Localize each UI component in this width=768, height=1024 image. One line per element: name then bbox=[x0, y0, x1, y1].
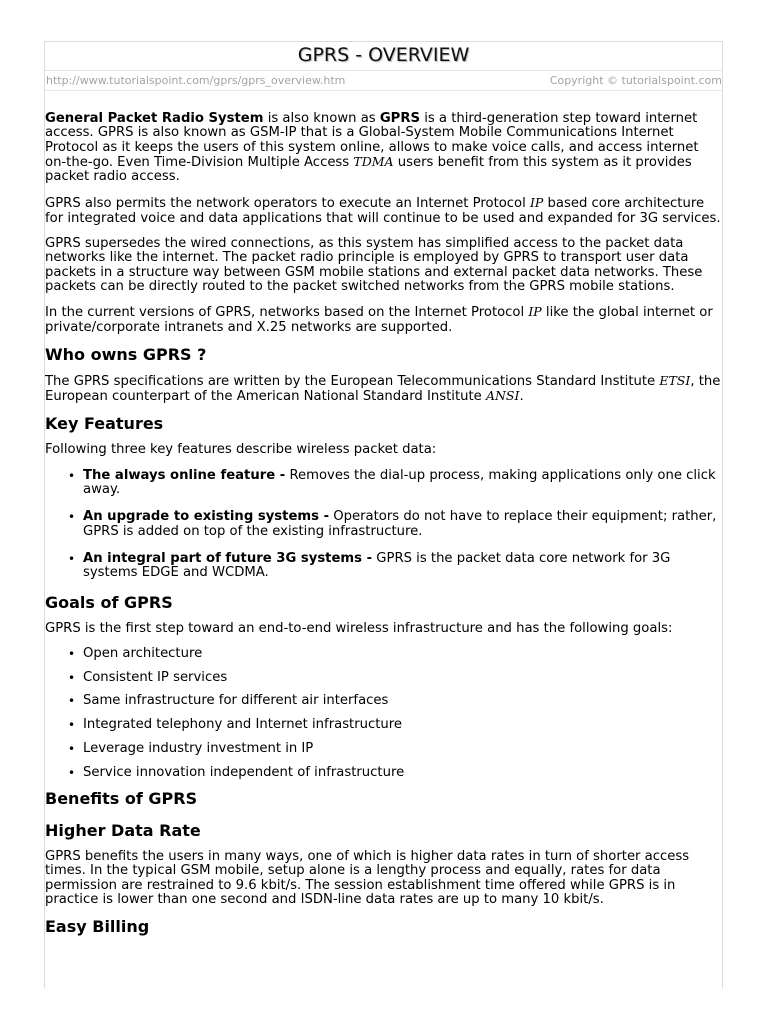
text-run: is a third-generation step toward internet access. GPRS is also known as GSM-IP that is a Global-System Mobile Communications Internet Protocol as it keeps the users of this system online, allows to make voice calls, and access internet on-the-go. Even Time-Division Multiple Access bbox=[45, 111, 699, 170]
feature-title: The always online feature - bbox=[83, 467, 286, 483]
feature-title: An integral part of future 3G systems - bbox=[83, 550, 373, 566]
text-run: , the European counterpart of the American National Standard Institute bbox=[45, 373, 721, 405]
text-run: users benefit from this system as it provides packet radio access. bbox=[45, 154, 692, 185]
text-run: like the global internet or private/corporate intranets and X.25 networks are supported. bbox=[45, 305, 713, 335]
goals-list bbox=[45, 647, 723, 780]
document-page bbox=[44, 41, 723, 988]
intro-paragraph-3: GPRS supersedes the wired connections, as this system has simplified access to the packet data networks like the internet. The packet radio principle is employed by GPRS to transport user data packets in a structure way between GSM mobile stations and external packet data networks. These packets can be directly routed to the packet switched networks from the GPRS mobile stations. bbox=[45, 236, 703, 294]
list-item: • Leverage industry investment in IP bbox=[83, 742, 723, 756]
acronym: IP bbox=[528, 304, 542, 320]
text-run: based core architecture for integrated voice and data applications that will continue to be used and expanded for 3G services. bbox=[45, 196, 721, 226]
higher-data-rate-paragraph: GPRS benefits the users in many ways, one of which is higher data rates in turn of shorter access times. In the typical GSM mobile, setup alone is a lengthy process and equally, rates for data permission are restrained to 9.6 kbit/s. The session establishment time offered while GPRS is in practice is lower than one second and ISDN-line data rates are up to many 10 kbit/s. bbox=[45, 849, 690, 907]
list-item: • Service innovation independent of infrastructure bbox=[83, 766, 723, 780]
list-item: • Same infrastructure for different air interfaces bbox=[83, 694, 723, 708]
goals-intro: GPRS is the first step toward an end-to-end wireless infrastructure and has the following goals: bbox=[45, 620, 673, 636]
acronym: IP bbox=[529, 195, 544, 211]
url-bar bbox=[45, 72, 722, 91]
list-item: • Consistent IP services bbox=[83, 671, 723, 685]
bold-term: GPRS bbox=[379, 111, 420, 126]
list-item: • Integrated telephony and Internet infrastructure bbox=[83, 718, 723, 732]
text-run: is also known as bbox=[263, 111, 380, 126]
heading-higher-data-rate: Higher Data Rate bbox=[45, 821, 201, 841]
list-item bbox=[83, 469, 723, 498]
feature-title: An upgrade to existing systems - bbox=[83, 509, 330, 525]
list-item: • Open architecture bbox=[83, 647, 723, 661]
acronym: TDMA bbox=[353, 153, 394, 169]
page-title: GPRS - OVERVIEW bbox=[45, 42, 722, 71]
heading-easy-billing: Easy Billing bbox=[45, 917, 150, 937]
acronym: ANSI bbox=[485, 388, 520, 404]
heading-key-features: Key Features bbox=[45, 414, 164, 434]
key-features-intro: Following three key features describe wireless packet data: bbox=[45, 442, 437, 458]
heading-goals: Goals of GPRS bbox=[45, 592, 173, 612]
acronym: ETSI bbox=[659, 372, 691, 388]
text-run: The GPRS specifications are written by the European Telecommunications Standard Institute bbox=[45, 373, 660, 389]
list-item bbox=[83, 510, 723, 539]
text-run: In the current versions of GPRS, networks based on the Internet Protocol bbox=[45, 305, 529, 321]
bold-term: General Packet Radio System bbox=[45, 111, 264, 126]
heading-benefits: Benefits of GPRS bbox=[45, 789, 198, 809]
text-run: GPRS is the packet data core network for 3G systems EDGE and WCDMA. bbox=[83, 550, 671, 581]
text-run: GPRS also permits the network operators to execute an Internet Protocol bbox=[45, 196, 530, 212]
text-run: Removes the dial-up process, making applications only one click away. bbox=[83, 467, 716, 498]
copyright-notice: Copyright © tutorialspoint.com bbox=[549, 74, 722, 87]
intro-paragraph-2 bbox=[45, 196, 723, 226]
text-run: . bbox=[519, 389, 524, 405]
source-url[interactable]: http://www.tutorialspoint.com/gprs/gprs_overview.htm bbox=[46, 74, 346, 87]
intro-paragraph-4 bbox=[45, 305, 723, 335]
article-content bbox=[45, 112, 723, 946]
who-owns-paragraph bbox=[45, 374, 723, 405]
list-item bbox=[83, 552, 723, 581]
heading-who-owns: Who owns GPRS ? bbox=[45, 344, 207, 364]
intro-paragraph-1 bbox=[45, 112, 723, 184]
text-run: Operators do not have to replace their equipment; rather, GPRS is added on top of the existing infrastructure. bbox=[83, 509, 717, 539]
key-features-list bbox=[45, 469, 723, 581]
